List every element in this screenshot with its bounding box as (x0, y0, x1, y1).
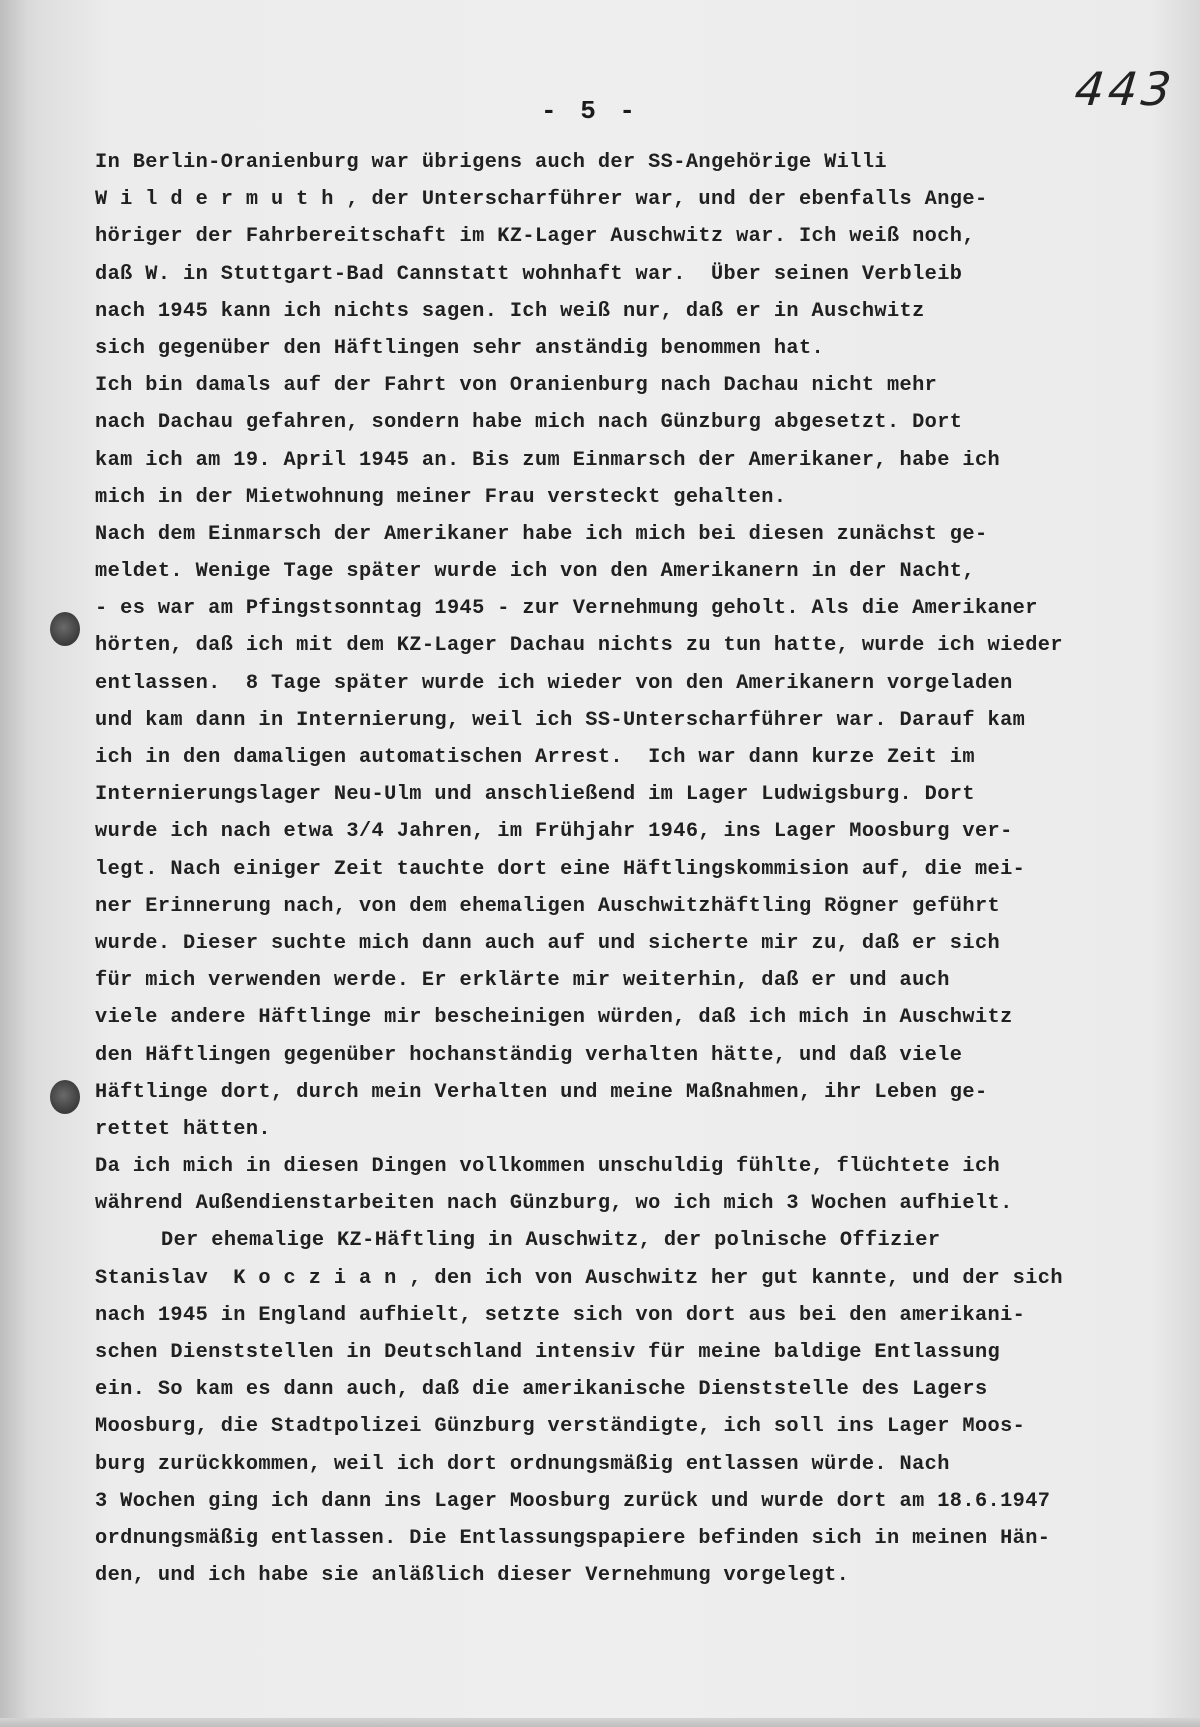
text-line: burg zurückkommen, weil ich dort ordnungsmäßig entlassen würde. Nach (95, 1452, 950, 1476)
punch-hole-top (50, 612, 80, 646)
text-line: mich in der Mietwohnung meiner Frau versteckt gehalten. (95, 485, 787, 509)
text-line: den Häftlingen gegenüber hochanständig verhalten hätte, und daß viele (95, 1043, 963, 1067)
text-line: während Außendienstarbeiten nach Günzburg, wo ich mich 3 Wochen aufhielt. (95, 1192, 1013, 1216)
text-line: - es war am Pfingstsonntag 1945 - zur Vernehmung geholt. Als die Amerikaner (95, 597, 1038, 621)
text-line: Da ich mich in diesen Dingen vollkommen unschuldig fühlte, flüchtete ich (95, 1155, 1001, 1179)
text-line: wurde ich nach etwa 3/4 Jahren, im Frühjahr 1946, ins Lager Moosburg ver- (95, 820, 1013, 844)
page-fold-shadow (0, 0, 28, 1727)
page-number: - 5 - (540, 96, 639, 126)
page-bottom-edge (0, 1718, 1200, 1727)
text-line: 3 Wochen ging ich dann ins Lager Moosburg zurück und wurde dort am 18.6.1947 (95, 1489, 1051, 1513)
text-line: sich gegenüber den Häftlingen sehr anständig benommen hat. (95, 336, 825, 360)
text-line: höriger der Fahrbereitschaft im KZ-Lager Auschwitz war. Ich weiß noch, (95, 225, 975, 249)
text-line: daß W. in Stuttgart-Bad Cannstatt wohnhaft war. Über seinen Verbleib (95, 262, 963, 286)
text-line: Der ehemalige KZ-Häftling in Auschwitz, der polnische Offizier (161, 1229, 941, 1253)
text-line: kam ich am 19. April 1945 an. Bis zum Einmarsch der Amerikaner, habe ich (95, 448, 1001, 472)
text-line: Ich bin damals auf der Fahrt von Oranienburg nach Dachau nicht mehr (95, 374, 938, 398)
text-line: ich in den damaligen automatischen Arrest. Ich war dann kurze Zeit im (95, 746, 975, 769)
text-line: hörten, daß ich mit dem KZ-Lager Dachau nichts zu tun hatte, wurde ich wieder (95, 634, 1063, 658)
handwritten-archive-number: 443 (1072, 62, 1178, 116)
text-line: schen Dienststellen in Deutschland intensiv für meine baldige Entlassung (95, 1341, 1001, 1364)
text-line: den, und ich habe sie anläßlich dieser Vernehmung vorgelegt. (95, 1564, 850, 1588)
text-line: Internierungslager Neu-Ulm und anschließend im Lager Ludwigsburg. Dort (95, 783, 975, 807)
text-line: und kam dann in Internierung, weil ich SS-Unterscharführer war. Darauf kam (95, 708, 1026, 732)
text-line: meldet. Wenige Tage später wurde ich von den Amerikanern in der Nacht, (95, 560, 975, 584)
text-line: nach Dachau gefahren, sondern habe mich nach Günzburg abgesetzt. Dort (95, 411, 963, 435)
typewritten-body (95, 144, 1175, 1594)
text-line: W i l d e r m u t h , der Unterscharführer war, und der ebenfalls Ange- (95, 188, 988, 212)
text-line: Häftlinge dort, durch mein Verhalten und meine Maßnahmen, ihr Leben ge- (95, 1080, 988, 1104)
text-line: nach 1945 in England aufhielt, setzte sich von dort aus bei den amerikani- (95, 1303, 1026, 1327)
text-line: viele andere Häftlinge mir bescheinigen würden, daß ich mich in Auschwitz (95, 1006, 1013, 1030)
text-line: entlassen. 8 Tage später wurde ich wieder von den Amerikanern vorgeladen (95, 671, 1013, 695)
text-line: nach 1945 kann ich nichts sagen. Ich weiß nur, daß er in Auschwitz (95, 299, 925, 323)
text-line: ein. So kam es dann auch, daß die amerikanische Dienststelle des Lagers (95, 1378, 988, 1402)
text-line: In Berlin-Oranienburg war übrigens auch der SS-Angehörige Willi (95, 151, 887, 174)
punch-hole-bottom (50, 1080, 80, 1114)
text-line: rettet hätten. (95, 1117, 271, 1141)
text-line: ner Erinnerung nach, von dem ehemaligen Auschwitzhäftling Rögner geführt (95, 894, 1001, 918)
text-line: legt. Nach einiger Zeit tauchte dort eine Häftlingskommision auf, die mei- (95, 857, 1026, 881)
text-line: für mich verwenden werde. Er erklärte mir weiterhin, daß er und auch (95, 969, 950, 993)
text-line: ordnungsmäßig entlassen. Die Entlassungspapiere befinden sich in meinen Hän- (95, 1526, 1051, 1550)
text-line: Stanislav K o c z i a n , den ich von Auschwitz her gut kannte, und der sich (95, 1266, 1063, 1290)
text-line: Moosburg, die Stadtpolizei Günzburg verständigte, ich soll ins Lager Moos- (95, 1415, 1026, 1439)
text-line: Nach dem Einmarsch der Amerikaner habe ich mich bei diesen zunächst ge- (95, 522, 988, 546)
text-line: wurde. Dieser suchte mich dann auch auf und sicherte mir zu, daß er sich (95, 931, 1001, 955)
